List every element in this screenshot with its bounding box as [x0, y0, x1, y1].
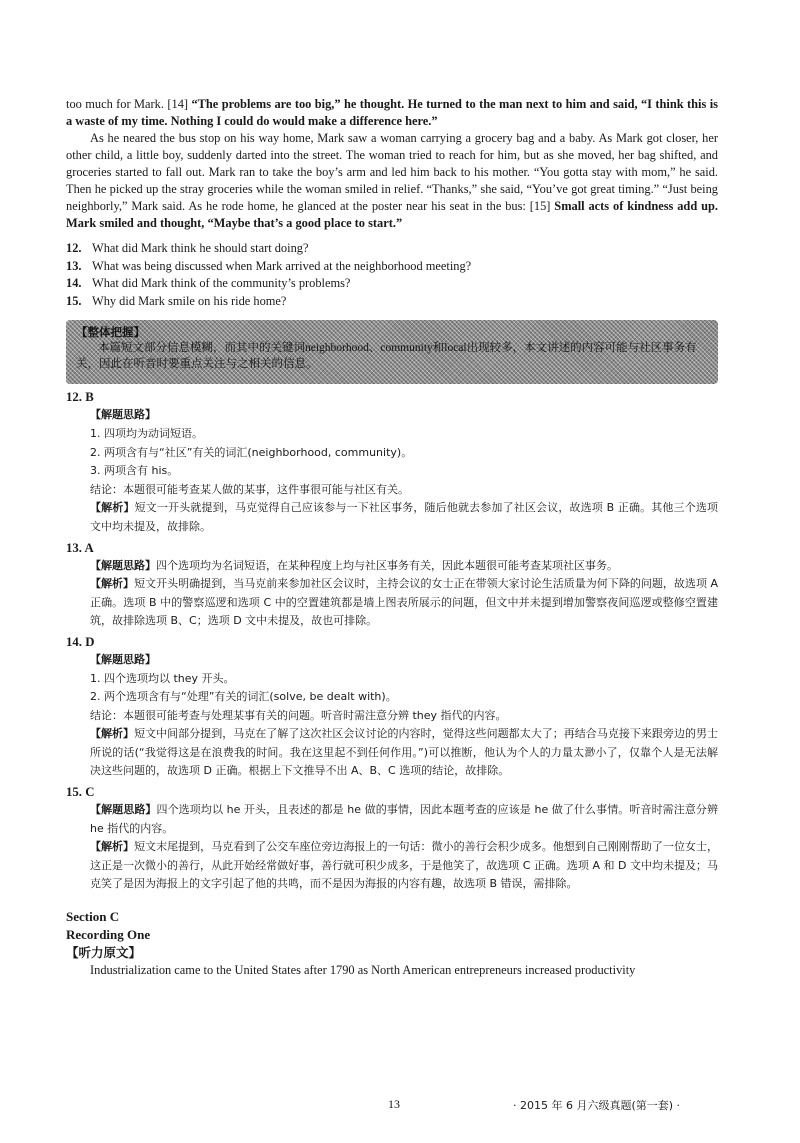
reasoning-line: 2. 两个选项含有与“处理”有关的词汇(solve, be dealt with)。 — [90, 690, 397, 704]
question-list — [66, 240, 718, 310]
passage-bold-text: Small acts of kindness add up. Mark smiled and thought, “Maybe that’s a good place to start.” — [66, 199, 718, 230]
answer-body — [66, 651, 718, 781]
question-number: 13. — [66, 258, 82, 273]
analysis-label: 【解析】 — [90, 577, 135, 591]
answer-body — [66, 406, 718, 536]
answer-body — [66, 557, 718, 631]
question-number: 15. — [66, 293, 82, 308]
section-c — [66, 908, 718, 979]
question-item — [66, 275, 718, 293]
section-title: Section C — [66, 909, 120, 925]
question-number: 12. — [66, 241, 82, 255]
reasoning-line: 1. 四个选项均以 they 开头。 — [90, 671, 235, 685]
answer-heading: 13. A — [66, 540, 94, 555]
section-label: 【解题思路】 — [90, 408, 156, 422]
analysis-label: 【解析】 — [90, 727, 135, 741]
overview-text: 本篇短文部分信息模糊，而其中的关键词neighborhood、community和local出现较多，本文讲述的内容可能与社区事务有关，因此在听音时要重点关注与之相关的信息。 — [76, 342, 697, 371]
footer-title: · 2015 年 6 月六级真题(第一套) · — [513, 1099, 681, 1112]
overview-box — [66, 320, 718, 384]
analysis-text: 短文末尾提到，马克看到了公交车座位旁边海报上的一句话：微小的善行会积少成多。他想到自己刚刚帮助了一位女士，这正是一次微小的善行，从此开始经常做好事，善行就可积少成多，于是他笑了，故选项 C 正确。选项 A 和 D 文中均未提及；马克笑了是因为海报上的文字引起了他的共鸣，而不是因为海报的内容有趣，故选项 B 错误，需排除。 — [90, 840, 719, 891]
reasoning-line: 结论：本题很可能考查与处理某事有关的问题。听音时需注意分辨 they 指代的内容。 — [90, 708, 507, 722]
section-label: 【解题思路】 — [90, 803, 157, 817]
question-item — [66, 293, 718, 311]
question-text: What did Mark think of the community’s problems? — [92, 276, 351, 291]
analysis-label: 【解析】 — [90, 840, 135, 854]
question-text: Why did Mark smile on his ride home? — [92, 293, 287, 308]
question-item — [66, 258, 718, 276]
recording-title: Recording One — [66, 927, 151, 943]
transcript-label: 【听力原文】 — [66, 945, 142, 961]
passage-bold-text: “The problems are too big,” he thought. He turned to the man next to him and said, “I think this is a waste of my time. Nothing I could do would make a difference here.” — [66, 97, 718, 128]
overview-label: 【整体把握】 — [76, 327, 145, 340]
question-number: 14. — [66, 276, 82, 291]
answer-body — [66, 801, 718, 894]
analysis-text: 短文中间部分提到，马克在了解了这次社区会议讨论的内容时，觉得这些问题都太大了；再结合马克接下来跟旁边的男士所说的话(“我觉得这是在浪费我的时间。我在这里起不到任何作用。”)可以推断，他认为个人的力量太渺小了，仅靠个人是无法解决这些问题的，故选项 D 正确。根据上下文推导不出 A、B、C 选项的结论，故排除。 — [90, 727, 719, 778]
page-number: 13 — [388, 1097, 400, 1111]
transcript-text: Industrialization came to the United States after 1790 as North American entrepreneurs increased productivity — [90, 963, 636, 978]
reasoning-line: 四个选项均以 he 开头，且表述的都是 he 做的事情，因此本题考查的应该是 he 做了什么事情。听音时需注意分辨 he 指代的内容。 — [90, 803, 718, 835]
question-text: What did Mark think he should start doing? — [92, 241, 309, 255]
question-text: What was being discussed when Mark arrived at the neighborhood meeting? — [92, 258, 472, 273]
page-body — [66, 96, 718, 979]
section-label: 【解题思路】 — [90, 652, 156, 666]
reasoning-line: 结论：本题很可能考查某人做的某事，这件事很可能与社区有关。 — [90, 482, 409, 496]
reasoning-line: 3. 两项含有 his。 — [90, 464, 179, 478]
section-label: 【解题思路】 — [90, 558, 156, 572]
answer-heading: 14. D — [66, 634, 95, 649]
answers — [66, 388, 718, 894]
analysis-text: 短文一开头就提到，马克觉得自己应该参与一下社区事务，随后他就去参加了社区会议，故选项 B 正确。其他三个选项文中均未提及，故排除。 — [90, 501, 718, 533]
reasoning-line: 2. 两项含有与“社区”有关的词汇(neighborhood, community)。 — [90, 445, 413, 459]
passage-text: As he neared the bus stop on his way home, Mark saw a woman carrying a grocery bag and a baby. As Mark got closer, her other child, a little boy, suddenly darted into the street. The woman tried to reach for him, but as she moved, her bag shifted, and groceries started to fall out. Mark ran to take the boy’s arm and led him back to his mother. “You gotta stay with mom,” he said. Then he picked up the stray groceries while the woman smiled in relief. “Thanks,” she said, “You’ve got great timing.” “Just being neighborly,” Mark said. As he rode home, he glanced at the poster near his seat in the bus: [15] — [66, 131, 718, 213]
reasoning-line: 1. 四项均为动词短语。 — [90, 426, 203, 440]
answer-heading: 12. B — [66, 390, 94, 405]
analysis-text: 短文开头明确提到，当马克前来参加社区会议时，主持会议的女士正在带领大家讨论生活质量为何下降的问题，故选项 A 正确。选项 B 中的警察巡逻和选项 C 中的空置建筑都是墙上图表所展示的问题，但文中并未提到增加警察夜间巡逻或整修空置建筑，故排除选项 B、C；选项 D 文中未提及，故也可排除。 — [90, 577, 718, 628]
passage-line-1 — [66, 96, 718, 130]
reasoning-line: 四个选项均为名词短语，在某种程度上均与社区事务有关，因此本题很可能考查某项社区事务。 — [156, 558, 618, 572]
question-item — [66, 240, 718, 258]
analysis-label: 【解析】 — [90, 501, 135, 515]
passage-paragraph-2 — [66, 130, 718, 232]
passage-text: too much for Mark. [14] — [66, 97, 192, 111]
answer-heading: 15. C — [66, 785, 95, 800]
